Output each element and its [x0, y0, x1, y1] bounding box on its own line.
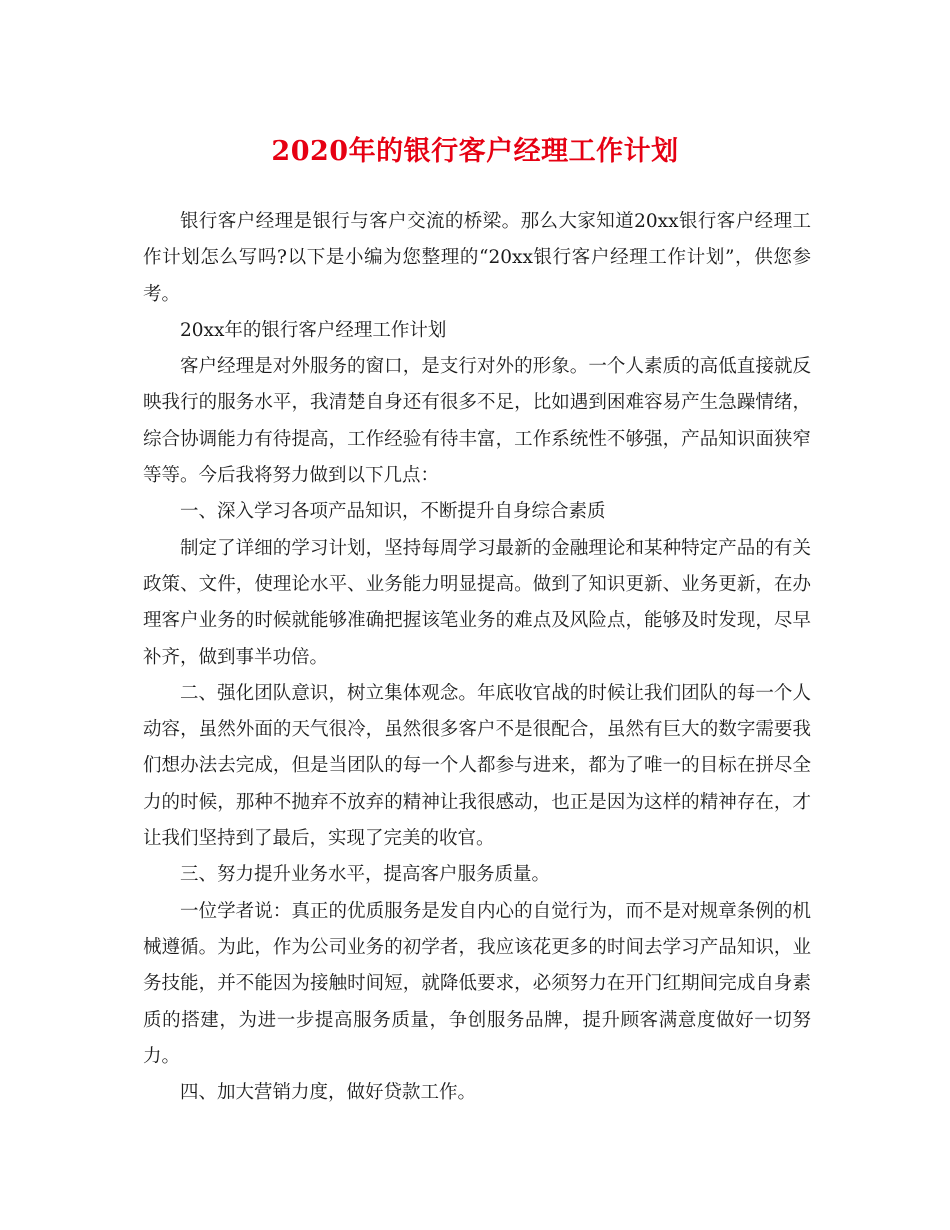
section-heading-3: 三、努力提升业务水平，提高客户服务质量。	[180, 864, 551, 886]
section-heading-4: 四、加大营销力度，做好贷款工作。	[180, 1082, 477, 1104]
section-heading-2: 二、强化团队意识，树立集体观念。年底收官战的时候让我们团队的每一个人动容，虽然外面的天气很冷，虽然很多客户不是很配合，虽然有巨大的数字需要我们想办法去完成，但是当团队的每一个人都参与进来，都为了唯一的目标在拼尽全力的时候，那种不抛弃不放弃的精神让我很感动，也正是因为这样的精神存在，才让我们坚持到了最后，实现了完美的收官。	[143, 682, 811, 850]
paragraph-study-plan: 制定了详细的学习计划，坚持每周学习最新的金融理论和某种特定产品的有关政策、文件，使理论水平、业务能力明显提高。做到了知识更新、业务更新，在办理客户业务的时候就能够准确把握该笔业务的难点及风险点，能够及时发现，尽早补齐，做到事半功倍。	[143, 537, 811, 668]
document-body	[143, 204, 811, 1111]
document-title: 2020年的银行客户经理工作计划	[271, 136, 679, 167]
paragraph-intro: 银行客户经理是银行与客户交流的桥梁。那么大家知道20xx银行客户经理工作计划怎么写吗?以下是小编为您整理的“20xx银行客户经理工作计划”，供您参考。	[143, 211, 811, 305]
paragraph-service-quality: 一位学者说：真正的优质服务是发自内心的自觉行为，而不是对规章条例的机械遵循。为此，作为公司业务的初学者，我应该花更多的时间去学习产品知识，业务技能，并不能因为接触时间短，就降低要求，必须努力在开门红期间完成自身素质的搭建，为进一步提高服务质量，争创服务品牌，提升顾客满意度做好一切努力。	[143, 900, 811, 1067]
section-heading-1: 一、深入学习各项产品知识，不断提升自身综合素质	[180, 501, 606, 523]
paragraph-subtitle: 20xx年的银行客户经理工作计划	[180, 319, 447, 341]
paragraph-role: 客户经理是对外服务的窗口，是支行对外的形象。一个人素质的高低直接就反映我行的服务水平，我清楚自身还有很多不足，比如遇到困难容易产生急躁情绪，综合协调能力有待提高，工作经验有待丰富，工作系统性不够强，产品知识面狭窄等等。今后我将努力做到以下几点：	[143, 356, 811, 487]
